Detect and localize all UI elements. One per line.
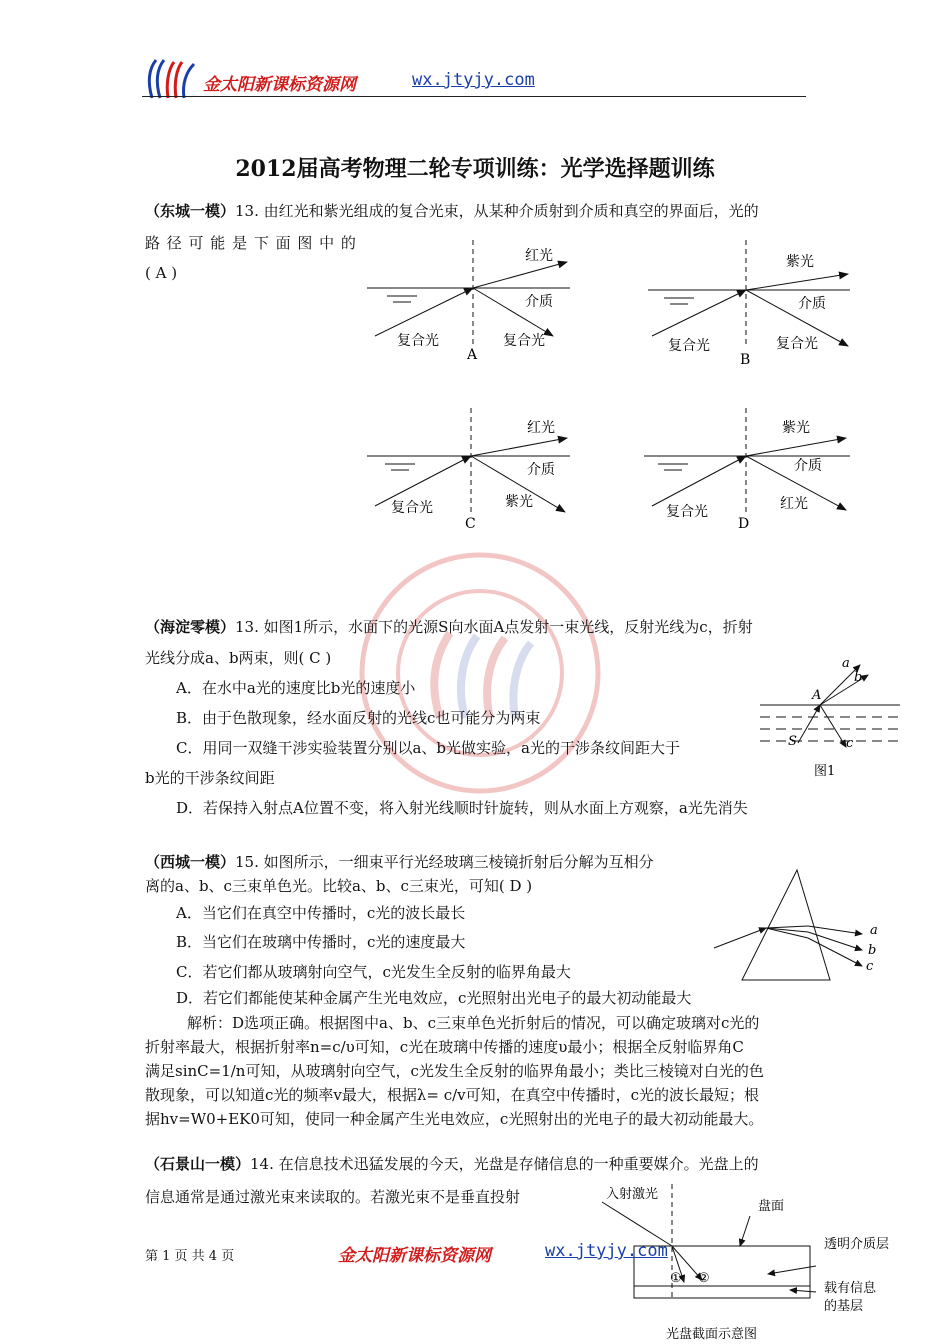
- diagram-d: [640, 406, 855, 536]
- q3-stem-line2: 离的a、b、c三束单色光。比较a、b、c三束光，可知( D ): [145, 877, 533, 895]
- prism-label-a: a: [870, 923, 878, 938]
- q2-option-b: B．由于色散现象，经水面反射的光线c也可能分为两束: [176, 709, 541, 727]
- diagram-b-reflect-label: 复合光: [776, 336, 818, 352]
- q4-stem-line2: 信息通常是通过激光束来读取的。若激光束不是垂直投射: [145, 1188, 521, 1206]
- diagram-d-reflect-label: 红光: [780, 496, 808, 512]
- fig1-caption: 图1: [814, 764, 836, 779]
- site-name: 金太阳新课标资源网: [203, 75, 356, 95]
- prism-label-b: b: [868, 943, 877, 958]
- diagram-c: [365, 406, 575, 536]
- diagram-c-letter: C: [465, 516, 476, 532]
- q3-analysis-line4: 散现象，可以知道c光的频率v最大，根据λ= c/v可知，在真空中传播时，c光的波长最短；根: [145, 1086, 760, 1104]
- q3-stem-line1: 15. 如图所示，一细束平行光经玻璃三棱镜折射后分解为互相分: [235, 853, 654, 871]
- q3-source: （西城一模）: [145, 853, 236, 871]
- prism-label-c: c: [866, 959, 874, 974]
- fig1-label-b: b: [854, 670, 863, 685]
- footer-site-name: 金太阳新课标资源网: [338, 1246, 491, 1266]
- q1-source: （东城一模）: [145, 202, 236, 220]
- q1-answer: ( A ): [145, 264, 178, 282]
- q2-stem-line2: 光线分成a、b两束，则( C ): [145, 649, 332, 667]
- q2-stem-line1: 13. 如图1所示，水面下的光源S向水面A点发射一束光线，反射光线为c，折射: [235, 618, 753, 636]
- site-logo: [142, 54, 204, 102]
- disc-incident-label: 入射激光: [606, 1187, 659, 1202]
- diagram-a-up-label: 红光: [525, 248, 553, 264]
- diagram-a-reflect-label: 复合光: [503, 333, 545, 349]
- fig1-label-S: S: [788, 734, 797, 749]
- disc-base-label-line2: 的基层: [824, 1299, 864, 1314]
- q3-analysis-line3: 满足sinC=1/n可知，从玻璃射向空气，c光发生全反射的临界角最小；类比三棱镜对白光的色: [145, 1062, 764, 1080]
- q3-option-b: B．当它们在玻璃中传播时，c光的速度最大: [176, 933, 466, 951]
- diagram-b: [640, 238, 855, 368]
- page-title: 2012届高考物理二轮专项训练：光学选择题训练: [235, 156, 715, 182]
- diagram-b-medium-label: 介质: [798, 296, 826, 312]
- diagram-c-medium-label: 介质: [527, 462, 555, 478]
- diagram-d-incident-label: 复合光: [666, 504, 708, 520]
- q2-option-d: D．若保持入射点A位置不变，将入射光线顺时针旋转，则从水面上方观察，a光先消失: [176, 799, 748, 817]
- q3-analysis-line5: 据hv=W0+EK0可知，使同一种金属产生光电效应，c光照射出的光电子的最大初动能最大。: [145, 1110, 764, 1128]
- prism-figure: [712, 866, 887, 988]
- diagram-d-medium-label: 介质: [794, 458, 822, 474]
- fig1-label-a: a: [842, 656, 850, 671]
- header-rule: [142, 96, 806, 97]
- diagram-d-letter: D: [738, 516, 750, 532]
- footer-site-url[interactable]: wx.jtyjy.com: [545, 1241, 668, 1261]
- site-url[interactable]: wx.jtyjy.com: [412, 70, 535, 90]
- disc-layer-label: 透明介质层: [824, 1237, 890, 1252]
- q3-option-c: C．若它们都从玻璃射向空气，c光发生全反射的临界角最大: [176, 963, 571, 981]
- disc-marker-2: ②: [698, 1271, 710, 1286]
- diagram-d-up-label: 紫光: [782, 420, 810, 436]
- watermark-seal: [345, 548, 615, 798]
- q1-stem-line1: 13. 由红光和紫光组成的复合光束，从某种介质射到介质和真空的界面后，光的: [235, 202, 759, 220]
- q2-option-a: A．在水中a光的速度比b光的速度小: [176, 679, 416, 697]
- fig1-label-c: c: [846, 736, 854, 751]
- diagram-b-incident-label: 复合光: [668, 338, 710, 354]
- q4-stem-line1: 14. 在信息技术迅猛发展的今天，光盘是存储信息的一种重要媒介。光盘上的: [250, 1155, 759, 1173]
- disc-base-label-line1: 载有信息: [824, 1281, 877, 1296]
- diagram-b-letter: B: [740, 352, 751, 368]
- q3-option-d: D．若它们都能使某种金属产生光电效应，c光照射出光电子的最大初动能最大: [176, 989, 692, 1007]
- q3-analysis-line1: 解析：D选项正确。根据图中a、b、c三束单色光折射后的情况，可以确定玻璃对c光的: [187, 1014, 760, 1032]
- q3-option-a: A．当它们在真空中传播时，c光的波长最长: [176, 904, 466, 922]
- diagram-b-up-label: 紫光: [786, 254, 814, 270]
- disc-marker-1: ①: [670, 1271, 682, 1286]
- diagram-c-up-label: 红光: [527, 420, 555, 436]
- diagram-a: [365, 238, 575, 368]
- q2-option-c-line2: b光的干涉条纹间距: [145, 769, 275, 787]
- diagram-c-incident-label: 复合光: [391, 500, 433, 516]
- disc-surface-label: 盘面: [758, 1199, 785, 1214]
- diagram-a-medium-label: 介质: [525, 294, 553, 310]
- q4-source: （石景山一模）: [145, 1155, 251, 1173]
- q2-source: （海淀零模）: [145, 618, 236, 636]
- fig1-label-A: A: [812, 688, 822, 703]
- diagram-a-incident-label: 复合光: [397, 333, 439, 349]
- page-number: 第 1 页 共 4 页: [145, 1249, 235, 1264]
- figure-1-water-surface: [758, 655, 908, 780]
- q2-option-c-line1: C．用同一双缝干涉实验装置分别以a、b光做实验，a光的干涉条纹间距大于: [176, 739, 680, 757]
- disc-cross-section-figure: [590, 1180, 910, 1344]
- q3-analysis-line2: 折射率最大，根据折射率n=c/υ可知，c光在玻璃中传播的速度υ最小；根据全反射临界角C: [145, 1038, 744, 1056]
- diagram-c-reflect-label: 紫光: [505, 494, 533, 510]
- q1-stem-line2: 路 径 可 能 是 下 面 图 中 的: [145, 234, 357, 252]
- diagram-a-letter: A: [467, 347, 478, 363]
- disc-caption: 光盘截面示意图: [666, 1327, 758, 1342]
